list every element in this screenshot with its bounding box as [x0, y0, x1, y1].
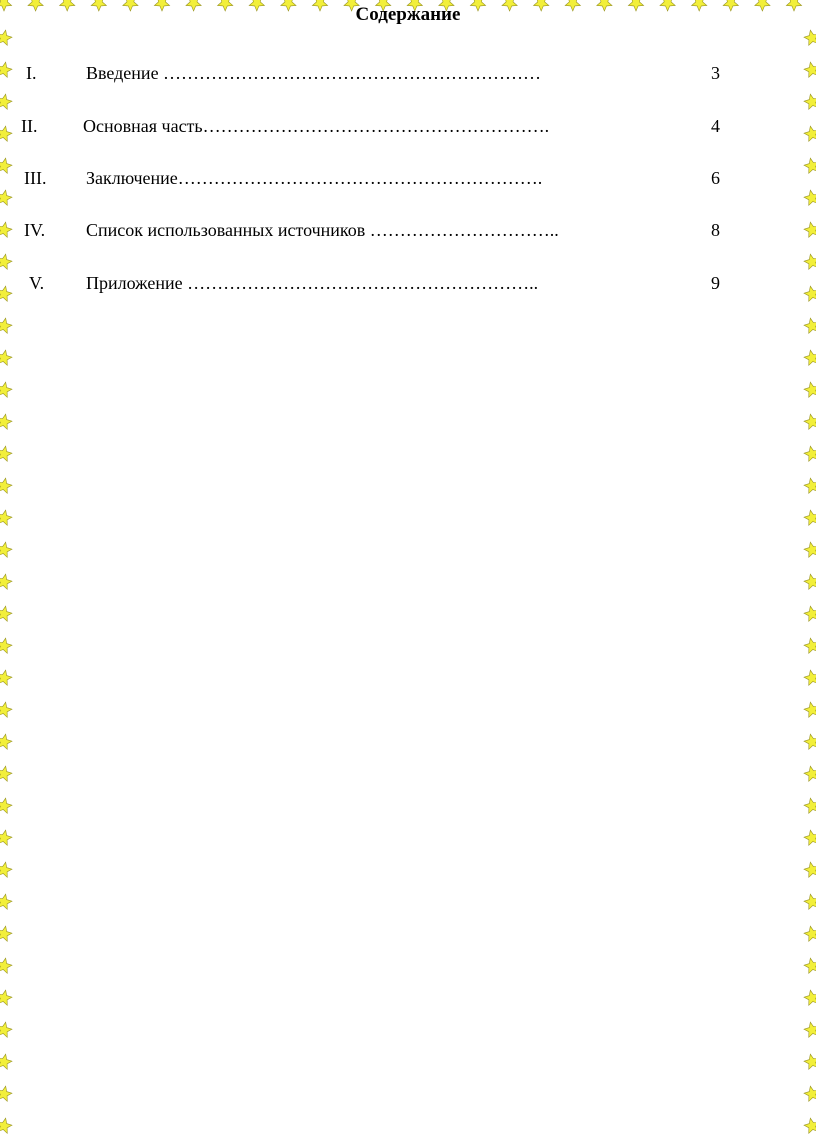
toc-entry-page: 4: [711, 116, 720, 136]
star-icon: [0, 667, 13, 687]
star-icon: [803, 1051, 816, 1071]
star-icon: [0, 507, 13, 527]
star-icon: [0, 1115, 13, 1134]
toc-entry-title: Заключение…………………………………………………….: [86, 168, 543, 188]
table-of-contents: [0, 0, 816, 400]
star-icon: [0, 795, 13, 815]
star-icon: [803, 475, 816, 495]
toc-entry-number: III.: [24, 168, 47, 188]
star-icon: [0, 763, 13, 783]
star-icon: [803, 667, 816, 687]
star-icon: [803, 859, 816, 879]
star-icon: [0, 571, 13, 591]
star-icon: [0, 411, 13, 431]
star-icon: [0, 475, 13, 495]
star-icon: [0, 955, 13, 975]
star-icon: [803, 763, 816, 783]
star-icon: [803, 891, 816, 911]
star-icon: [803, 1019, 816, 1039]
toc-entry-page: 3: [711, 63, 720, 83]
star-icon: [803, 731, 816, 751]
toc-entry-introduction: [0, 60, 816, 86]
star-icon: [803, 635, 816, 655]
star-icon: [803, 507, 816, 527]
star-icon: [0, 827, 13, 847]
star-icon: [803, 539, 816, 559]
star-icon: [803, 795, 816, 815]
toc-entry-number: V.: [29, 273, 45, 293]
star-icon: [0, 443, 13, 463]
star-icon: [0, 923, 13, 943]
toc-entry-number: I.: [26, 63, 37, 83]
star-icon: [803, 603, 816, 623]
toc-entry-conclusion: [0, 165, 816, 191]
star-icon: [803, 987, 816, 1007]
star-icon: [803, 699, 816, 719]
star-icon: [0, 1019, 13, 1039]
toc-entry-sources: [0, 217, 816, 243]
star-icon: [803, 1083, 816, 1103]
star-icon: [803, 411, 816, 431]
toc-entry-title: Список использованных источников …………………………..: [86, 220, 559, 240]
page-title: Содержание: [355, 4, 461, 25]
toc-entry-number: II.: [21, 116, 38, 136]
toc-entry-appendix: [0, 270, 816, 296]
toc-entry-title: Основная часть………………………………………………….: [83, 116, 550, 136]
star-icon: [803, 955, 816, 975]
star-icon: [0, 731, 13, 751]
star-icon: [0, 891, 13, 911]
star-icon: [0, 635, 13, 655]
star-icon: [803, 443, 816, 463]
star-icon: [803, 571, 816, 591]
star-icon: [0, 603, 13, 623]
toc-entry-page: 8: [711, 220, 720, 240]
star-icon: [0, 859, 13, 879]
star-icon: [0, 1051, 13, 1071]
star-icon: [0, 1083, 13, 1103]
toc-entry-title: Введение ………………………………………………………: [86, 63, 542, 83]
star-icon: [0, 699, 13, 719]
toc-entry-title: Приложение …………………………………………………..: [86, 273, 539, 293]
star-icon: [803, 827, 816, 847]
star-icon: [803, 1115, 816, 1134]
toc-entry-page: 6: [711, 168, 720, 188]
star-icon: [0, 987, 13, 1007]
star-icon: [0, 539, 13, 559]
star-icon: [803, 923, 816, 943]
toc-entry-page: 9: [711, 273, 720, 293]
toc-entry-number: IV.: [24, 220, 46, 240]
toc-entry-main-part: [0, 113, 816, 139]
